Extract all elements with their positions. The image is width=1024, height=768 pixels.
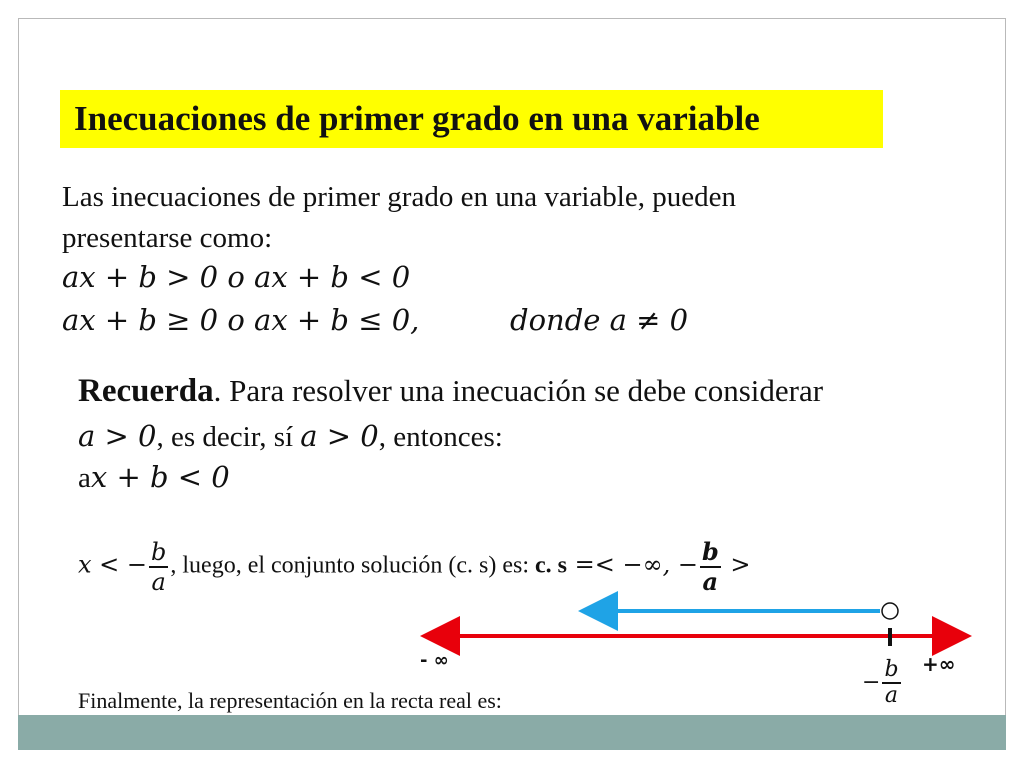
point-fraction-num: b — [884, 657, 899, 682]
cs-label: c. s — [534, 552, 567, 579]
fraction-denominator-bold: a — [702, 567, 719, 596]
fraction-numerator-bold: b — [701, 537, 719, 566]
inequality-ax-b-lt-0: x + b < 0 — [90, 460, 230, 494]
slide-title-text: Inecuaciones de primer grado en una variable — [74, 99, 760, 138]
intro-line-2: presentarse como: — [62, 222, 273, 254]
plus-infinity-label: +∞ — [922, 652, 956, 676]
reminder-text: . Para resolver una inecuación se debe considerar — [213, 373, 824, 408]
fraction-denominator: a — [151, 568, 166, 596]
minus-infinity-label: - ∞ — [420, 650, 449, 671]
reminder-heading: Recuerda — [78, 373, 214, 409]
reminder-line-2-text: , es decir, sí — [156, 421, 301, 453]
intro-line-1: Las inecuaciones de primer grado en una variable, pueden — [62, 181, 736, 213]
math-a-positive: a > 0 — [78, 419, 157, 453]
condition-a-nonzero: donde a ≠ 0 — [510, 303, 689, 337]
interval-close: > — [722, 550, 751, 579]
footer-text: Finalmente, la representación en la recta real es: — [78, 688, 502, 713]
x-less-than: x < − — [78, 550, 148, 579]
inequality-forms-strict: ax + b > 0 o ax + b < 0 — [62, 260, 411, 294]
solution-text: , luego, el conjunto solución (c. s) es: — [170, 552, 535, 579]
reminder-line-2-end: , entonces: — [378, 421, 503, 453]
point-fraction — [882, 658, 900, 708]
reminder-line-3-a: a — [78, 462, 91, 494]
open-point-circle — [882, 603, 898, 619]
point-fraction-den: a — [884, 683, 899, 708]
inequality-forms-nonstrict: ax + b ≥ 0 o ax + b ≤ 0, — [62, 303, 420, 337]
point-label-minus-b-over-a — [862, 658, 903, 708]
cs-equation: =< −∞, − — [566, 550, 698, 579]
fraction-numerator: b — [151, 538, 167, 566]
point-label-sign: − — [862, 670, 881, 695]
math-a-positive-2: a > 0 — [300, 419, 379, 453]
